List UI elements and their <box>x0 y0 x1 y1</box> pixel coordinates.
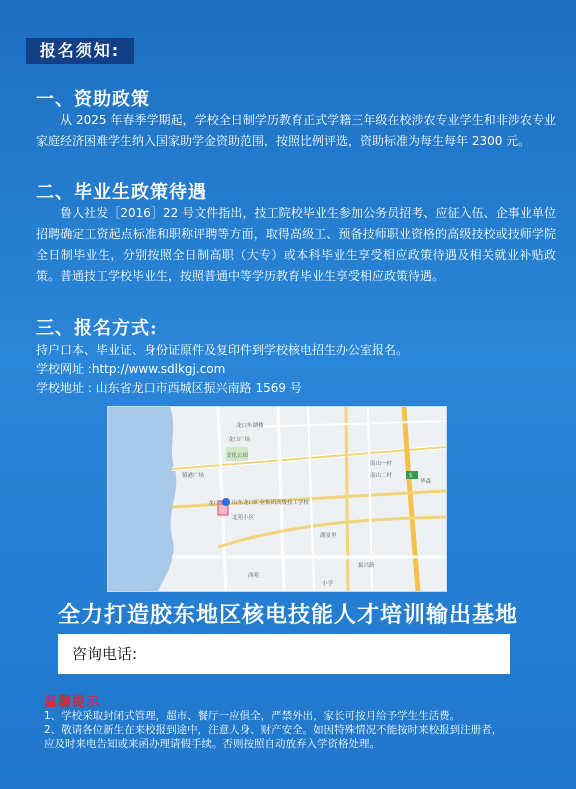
map-label-plaza: 龙口广场 <box>228 437 251 443</box>
sea-area <box>108 407 176 591</box>
map-label-poi7: 振兴路 <box>358 563 375 569</box>
location-map[interactable] <box>107 406 447 592</box>
map-label-station: 龙口站 <box>208 501 225 507</box>
map-label-poi4: 华森 <box>420 479 432 485</box>
reminder-title: 温馨提示 <box>44 695 101 710</box>
section1-title: 一、资助政策 <box>36 89 150 110</box>
reminder-item-2-cont: 应及时来电告知或来函办理请假手续。否则按照自动放弃入学资格处理。 <box>44 738 380 750</box>
map-label-poi3: 南山二村 <box>370 473 393 479</box>
reminder-list <box>44 709 544 751</box>
school-website[interactable]: 学校网址 :http://www.sdlkgj.com <box>36 362 226 376</box>
map-label-pier: 镇港广场 <box>182 473 205 479</box>
section3-title: 三、报名方式: <box>36 318 158 339</box>
map-label-poi9: 小学 <box>322 581 334 587</box>
enroll-materials: 持户口本、毕业证、身份证原件及复印件到学校核电招生办公室报名。 <box>36 343 409 357</box>
map-label-poi1: 龙口东湖楼 <box>236 423 264 429</box>
reminder-item-2: 2、敬请各位新生在来校报到途中，注意人身、财产安全。如因特殊情况不能按时来校报到注册者， <box>44 724 503 736</box>
map-label-poi5: 北苑小区 <box>232 515 255 521</box>
consult-phone-box <box>58 634 510 674</box>
slogan-heading: 全力打造胶东地区核电技能人才培训输出基地 <box>57 603 518 628</box>
section2-title: 二、毕业生政策待遇 <box>36 182 207 203</box>
consult-phone-label: 咨询电话: <box>72 645 138 663</box>
section2-text: 鲁人社发［2016］22 号文件指出，技工院校毕业生参加公务员招考、应征入伍、企事业单位招聘确定工资起点标准和职称评聘等方面，取得高级工、预备技师职业资格的高级技校或技师学院全日制毕业生，分别按照全日制高职（大专）或本科毕业生享受相应政策待遇及相关就业补贴政策。普通技工学校毕业生，按照普通中等学历教育毕业生享受相应政策待遇。 <box>36 206 556 283</box>
map-label-poi2: 南山一村 <box>370 461 393 467</box>
section1-body <box>36 110 556 152</box>
map-label-school: 山东龙口矿业集团高级技工学校 <box>232 500 310 506</box>
section1-text: 从 2025 年春季学期起，学校全日制学历教育正式学籍三年级在校涉农专业学生和非涉农专业家庭经济困难学生纳入国家助学金资助范围，按照比例评选，资助标准为每生每年 2300 元。 <box>36 113 556 148</box>
section2-body <box>36 203 556 287</box>
notice-badge: 报名须知: <box>26 38 134 64</box>
map-label-poi6: 湖景里 <box>320 533 337 539</box>
road-sign-label: S <box>409 473 413 479</box>
map-label-park: 文化公园 <box>226 453 249 459</box>
map-label-poi8: 西苑 <box>248 573 260 579</box>
map-graphic <box>108 407 446 591</box>
reminder-item-1: 1、学校采取封闭式管理，超市、餐厅一应俱全，严禁外出，家长可按月给予学生生活费。 <box>44 710 461 722</box>
school-address: 学校地址 : 山东省龙口市西城区振兴南路 1569 号 <box>36 381 302 395</box>
